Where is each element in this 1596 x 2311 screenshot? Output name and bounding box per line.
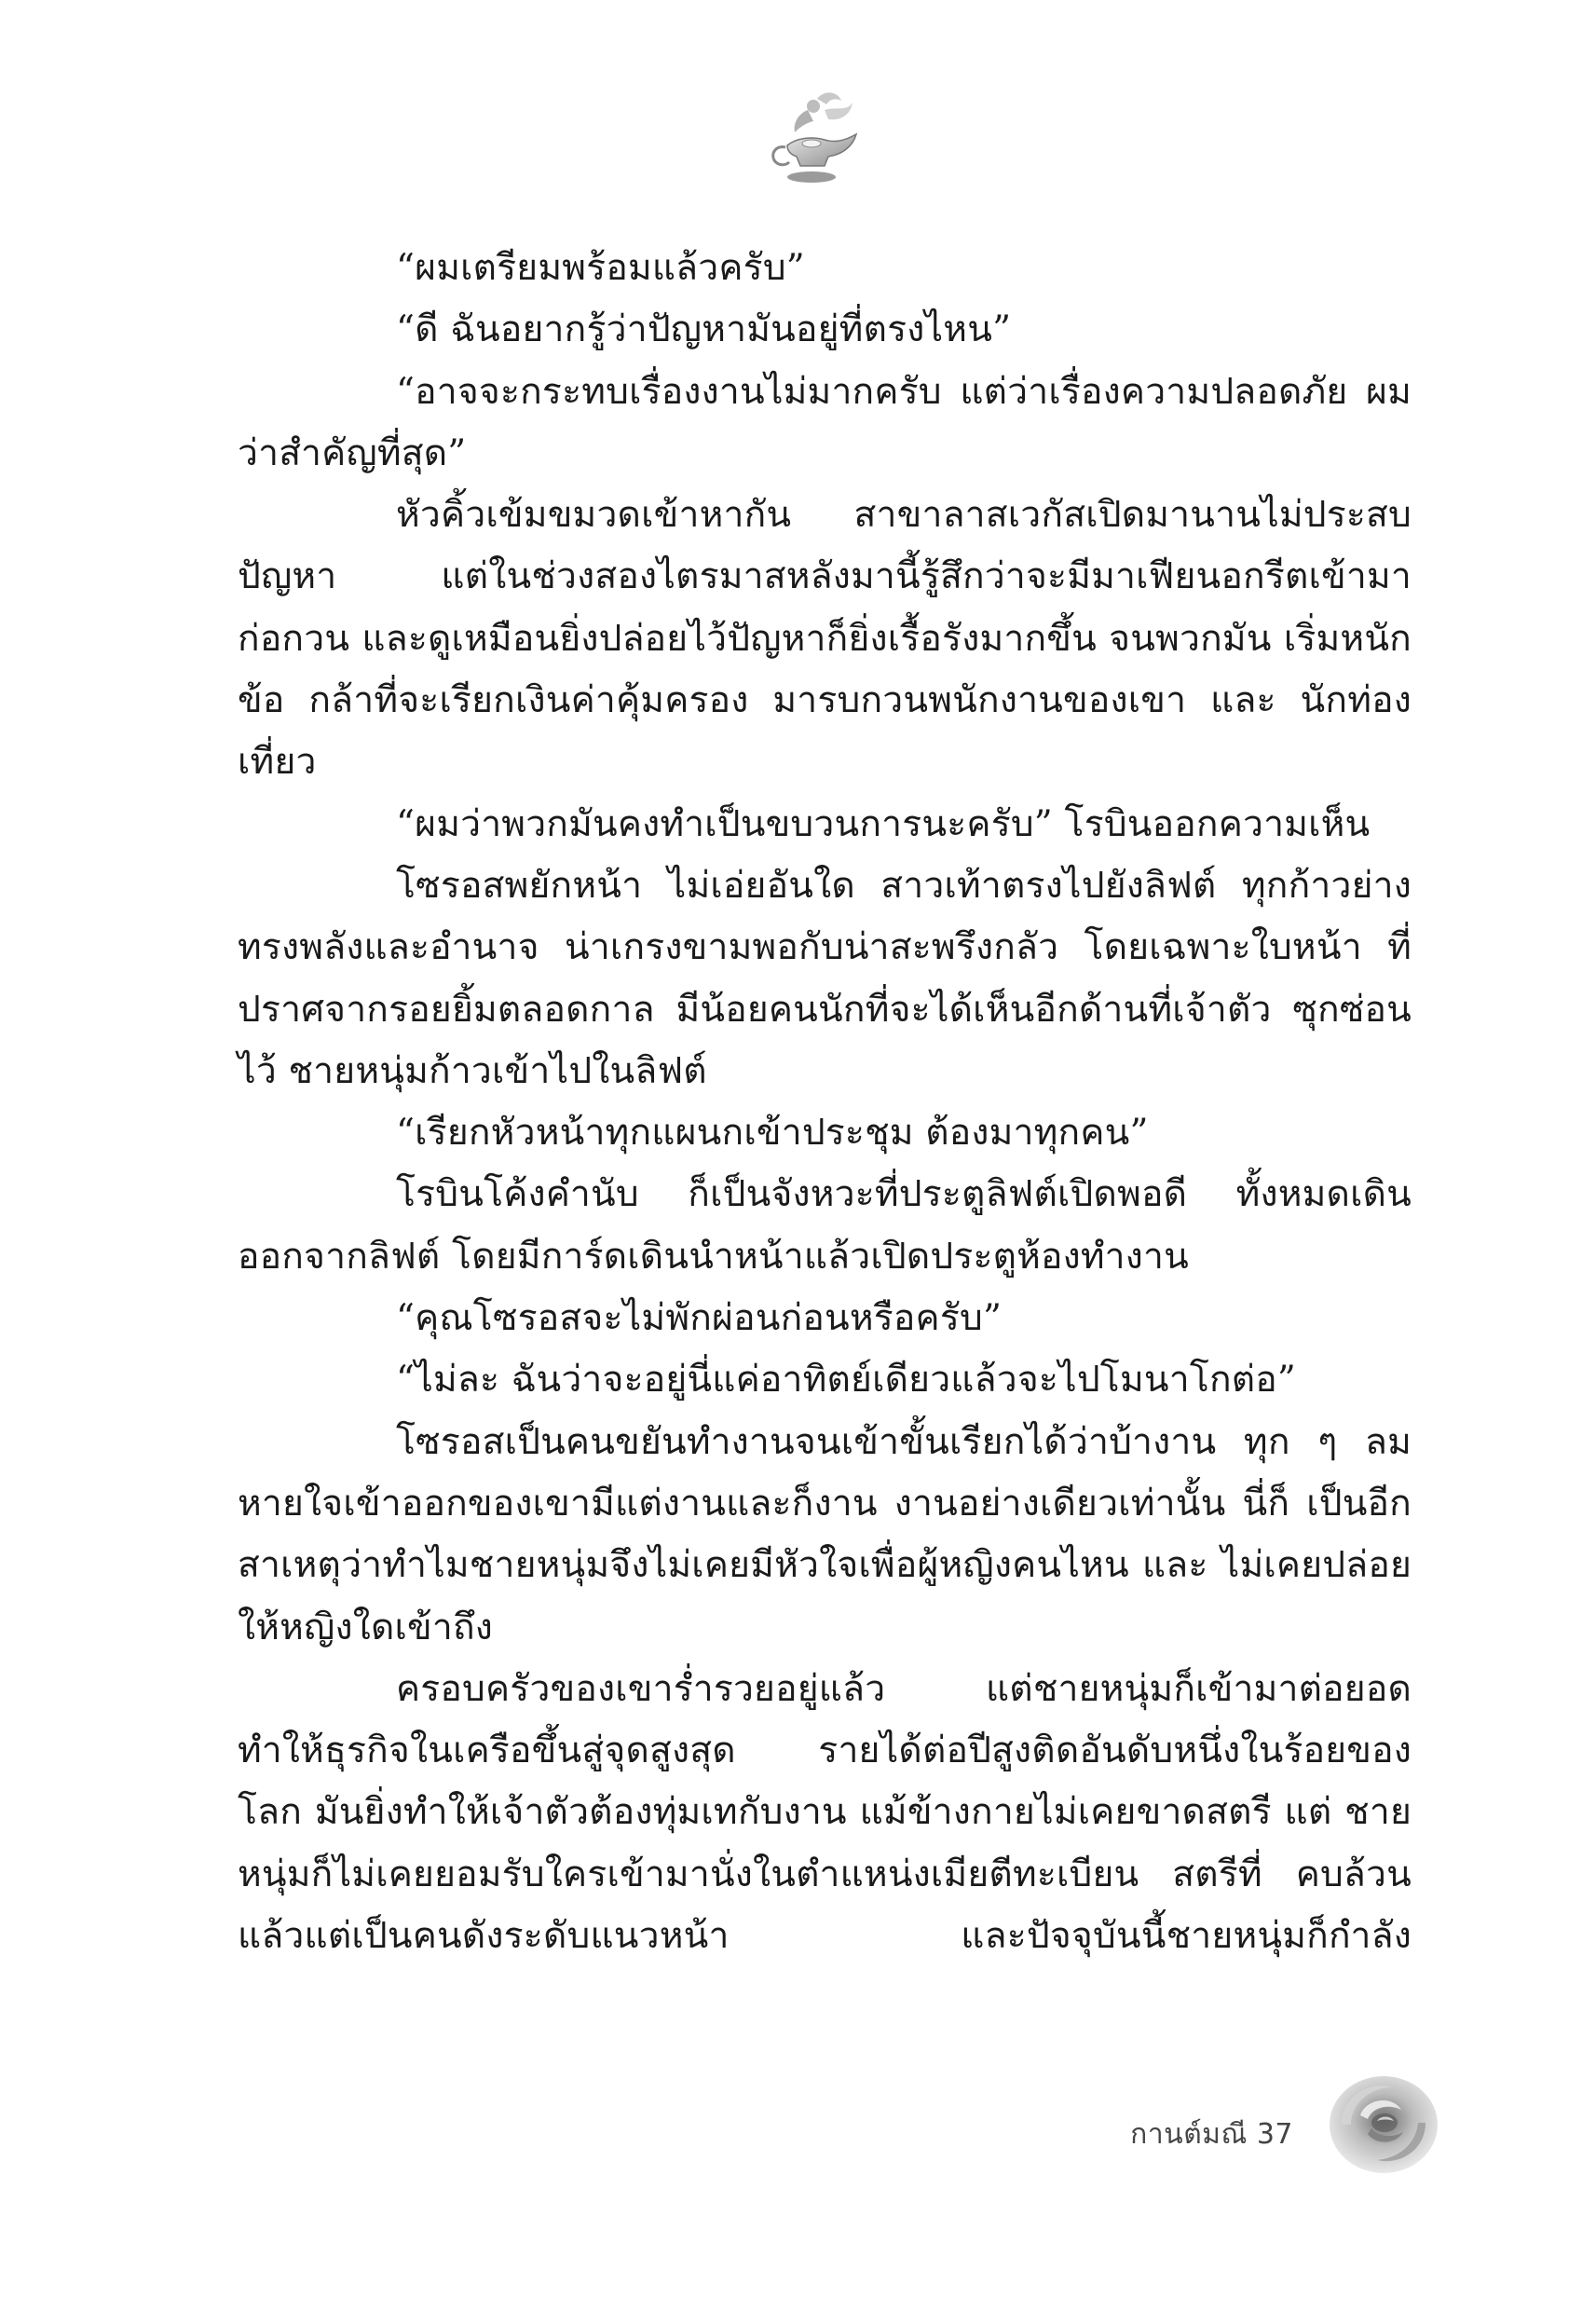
paragraph: “เรียกหัวหน้าทุกแผนกเข้าประชุม ต้องมาทุกคน” (396, 1112, 1149, 1155)
body-text (238, 238, 1412, 1967)
lamp-cupid-ornament-icon (759, 82, 871, 203)
paragraph: หัวคิ้วเข้มขมวดเข้าหากัน สาขาลาสเวกัสเปิดมานานไม่ประสบ ปัญหา แต่ในช่วงสองไตรมาสหลังมานี้รู้สึกว่าจะมีมาเฟียนอกรีตเข้ามา ก่อกวน และดูเหมือนยิ่งปล่อยไว้ปัญหาก็ยิ่งเรื้อรังมากขึ้น จนพวกมัน เริ่มหนักข้อ กล้าที่จะเรียกเงินค่าคุ้มครอง มารบกวนพนักงานของเขา และ นักท่องเที่ยว (238, 494, 1412, 784)
paragraph: โรบินโค้งคำนับ ก็เป็นจังหวะที่ประตูลิฟต์เปิดพอดี ทั้งหมดเดิน ออกจากลิฟต์ โดยมีการ์ดเดินนำหน้าแล้วเปิดประตูห้องทำงาน (238, 1173, 1412, 1278)
paragraph: “ดี ฉันอยากรู้ว่าปัญหามันอยู่ที่ตรงไหน” (396, 308, 1012, 351)
paragraph: “ผมเตรียมพร้อมแล้วครับ” (396, 247, 805, 289)
paragraph: “ผมว่าพวกมันคงทำเป็นขบวนการนะครับ” โรบินออกความเห็น (396, 802, 1371, 845)
paragraph: โซรอสพยักหน้า ไม่เอ่ยอันใด สาวเท้าตรงไปยังลิฟต์ ทุกก้าวย่าง ทรงพลังและอำนาจ น่าเกรงขามพอกับน่าสะพรึงกลัว โดยเฉพาะใบหน้า ที่ปราศจากรอยยิ้มตลอดกาล มีน้อยคนนักที่จะได้เห็นอีกด้านที่เจ้าตัว ซุกซ่อนไว้ ชายหนุ่มก้าวเข้าไปในลิฟต์ (238, 864, 1412, 1092)
paragraph: ครอบครัวของเขาร่ำรวยอยู่แล้ว แต่ชายหนุ่มก็เข้ามาต่อยอด ทำให้ธุรกิจในเครือขึ้นสู่จุดสูงสุด รายได้ต่อปีสูงติดอันดับหนึ่งในร้อยของ โลก มันยิ่งทำให้เจ้าตัวต้องทุ่มเทกับงาน แม้ข้างกายไม่เคยขาดสตรี แต่ ชายหนุ่มก็ไม่เคยยอมรับใครเข้ามานั่งในตำแหน่งเมียตีทะเบียน สตรีที่ คบล้วนแล้วแต่เป็นคนดังระดับแนวหน้า และปัจจุบันนี้ชายหนุ่มก็กำลัง (238, 1667, 1412, 1958)
paragraph: “อาจจะกระทบเรื่องงานไม่มากครับ แต่ว่าเรื่องความปลอดภัย ผมว่าสำคัญที่สุด” (238, 370, 1412, 474)
paragraph: “ไม่ละ ฉันว่าจะอยู่นี่แค่อาทิตย์เดียวแล้วจะไปโมนาโกต่อ” (396, 1359, 1297, 1402)
footer-label: กานต์มณี 37 (1130, 2118, 1293, 2151)
paragraph: “คุณโซรอสจะไม่พักผ่อนก่อนหรือครับ” (396, 1297, 1003, 1340)
rose-icon (1323, 2069, 1444, 2181)
paragraph: โซรอสเป็นคนขยันทำงานจนเข้าขั้นเรียกได้ว่าบ้างาน ทุก ๆ ลมหายใจเข้าออกของเขามีแต่งานและก็งาน งานอย่างเดียวเท่านั้น นี่ก็ เป็นอีกสาเหตุว่าทำไมชายหนุ่มจึงไม่เคยมีหัวใจเพื่อผู้หญิงคนไหน และ ไม่เคยปล่อยให้หญิงใดเข้าถึง (238, 1420, 1412, 1648)
page-footer (0, 2064, 1596, 2195)
